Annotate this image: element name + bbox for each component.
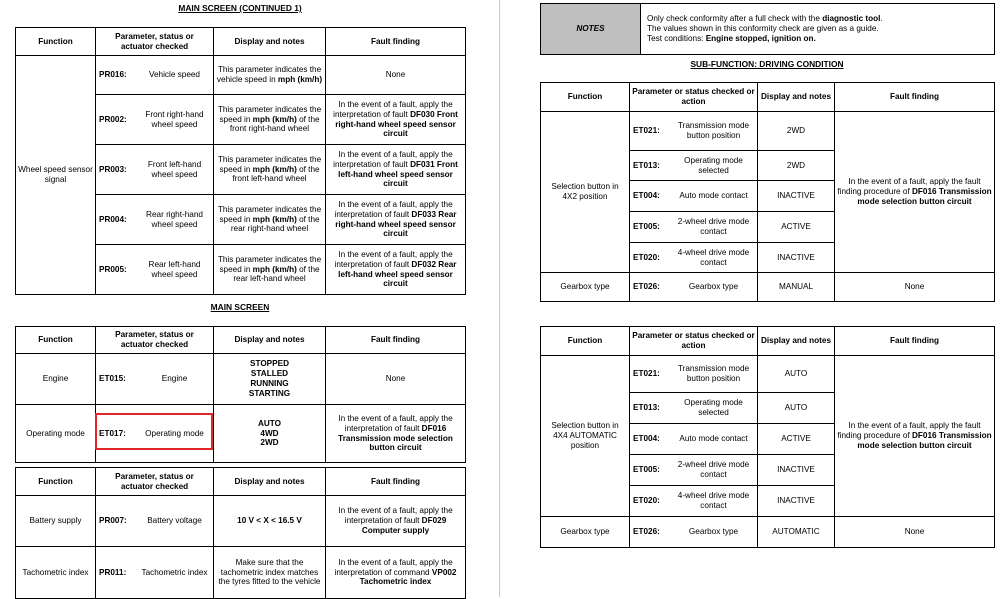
fault-finding: In the event of a fault, apply the interpretation of fault DF016 Transmission mode selection button circuit	[326, 405, 466, 463]
status-value: INACTIVE	[758, 455, 835, 486]
header-display: Display and notes	[758, 83, 835, 112]
param-code: ET004:	[633, 191, 660, 201]
param-name: 4-wheel drive mode contact	[677, 247, 750, 267]
notes-box	[540, 3, 995, 55]
table-row	[541, 273, 995, 302]
param-name: Gearbox type	[688, 527, 739, 537]
header-parameter: Parameter, status or actuator checked	[96, 468, 214, 496]
param-code: PR007:	[99, 516, 127, 526]
param-name: Front left-hand wheel speed	[147, 159, 202, 179]
subfunction-title: SUB-FUNCTION: DRIVING CONDITION	[690, 59, 844, 69]
param-code: PR003:	[99, 164, 127, 174]
battery-function: Battery supply	[16, 496, 96, 547]
param-code: ET026:	[633, 527, 660, 537]
fault-finding: In the event of a fault, apply the fault finding procedure of DF016 Transmission mode selection button circuit	[835, 112, 995, 273]
param-code: PR004:	[99, 214, 127, 224]
status-value: INACTIVE	[758, 486, 835, 517]
param-code: ET005:	[633, 465, 660, 475]
param-name: Operating mode	[145, 428, 204, 438]
param-code: ET013:	[633, 160, 660, 170]
notes-label: NOTES	[541, 4, 641, 55]
operating-mode-highlight-box	[95, 413, 213, 450]
fault-finding: In the event of a fault, apply the interpretation of fault DF032 Rear left-hand wheel speed sensor circuit	[326, 245, 466, 295]
display-note: This parameter indicates the speed in mph (km/h) of the rear left-hand wheel	[214, 245, 326, 295]
table-row	[541, 517, 995, 548]
status-value: INACTIVE	[758, 181, 835, 212]
param-code: ET020:	[633, 252, 660, 262]
wheel-speed-function: Wheel speed sensor signal	[16, 56, 96, 295]
fault-finding: None	[835, 273, 995, 302]
fault-finding: In the event of a fault, apply the fault finding procedure of DF016 Transmission mode selection button circuit	[835, 356, 995, 517]
display-note: This parameter indicates the speed in mph (km/h) of the rear right-hand wheel	[214, 195, 326, 245]
notes-text: Only check conformity after a full check with the diagnostic tool. The values shown in this conformity check are given as a guide. Test conditions: Engine stopped, ignition on.	[641, 4, 995, 55]
engine-mode-table	[15, 326, 466, 463]
param-code: ET026:	[633, 282, 660, 292]
header-display: Display and notes	[214, 327, 326, 354]
header-display: Display and notes	[214, 28, 326, 56]
param-name: Rear right-hand wheel speed	[146, 209, 203, 229]
header-display: Display and notes	[214, 468, 326, 496]
display-note: This parameter indicates the speed in mph (km/h) of the front left-hand wheel	[214, 145, 326, 195]
param-name: Operating mode selected	[684, 155, 743, 175]
table-row	[16, 405, 466, 463]
fault-finding: None	[835, 517, 995, 548]
param-code: ET004:	[633, 434, 660, 444]
page-divider	[499, 0, 500, 597]
param-code: ET013:	[633, 403, 660, 413]
function-4x4: Selection button in 4X4 AUTOMATIC position	[541, 356, 630, 517]
fault-finding: In the event of a fault, apply the interpretation of fault DF031 Front left-hand wheel speed sensor circuit	[326, 145, 466, 195]
operating-mode-states: AUTO 4WD 2WD	[214, 405, 326, 463]
selection-4x2-table	[540, 82, 995, 302]
param-name: Transmission mode button position	[677, 121, 750, 140]
wheel-speed-table	[15, 27, 466, 295]
battery-tacho-table	[15, 467, 466, 599]
main-screen-title: MAIN SCREEN	[210, 302, 270, 312]
table-row	[16, 354, 466, 405]
param-name: Auto mode contact	[679, 191, 748, 201]
table-row	[16, 496, 466, 547]
param-name: Rear left-hand wheel speed	[148, 259, 201, 279]
gearbox-function: Gearbox type	[541, 517, 630, 548]
main-screen-continued-title: MAIN SCREEN (CONTINUED 1)	[178, 3, 302, 13]
param-name: Operating mode selected	[684, 398, 743, 417]
param-name: 4-wheel drive mode contact	[677, 491, 750, 510]
fault-finding: In the event of a fault, apply the interpretation of fault DF030 Front right-hand wheel speed sensor circuit	[326, 95, 466, 145]
status-value: AUTOMATIC	[758, 517, 835, 548]
status-value: 2WD	[758, 112, 835, 151]
fault-finding: In the event of a fault, apply the interpretation of fault DF029 Computer supply	[326, 496, 466, 547]
battery-display: 10 V < X < 16.5 V	[214, 496, 326, 547]
header-display: Display and notes	[758, 327, 835, 356]
fault-finding: In the event of a fault, apply the interpretation of fault DF033 Rear right-hand wheel speed sensor circuit	[326, 195, 466, 245]
gearbox-function: Gearbox type	[541, 273, 630, 302]
param-name: Engine	[161, 374, 188, 384]
param-code: PR002:	[99, 114, 127, 124]
header-parameter: Parameter, status or actuator checked	[96, 28, 214, 56]
param-name: Gearbox type	[688, 282, 739, 292]
table-row	[16, 547, 466, 599]
param-code: ET015:	[99, 374, 126, 384]
header-function: Function	[16, 28, 96, 56]
param-name: Battery voltage	[147, 516, 202, 526]
status-value: AUTO	[758, 356, 835, 393]
param-name: 2-wheel drive mode contact	[677, 217, 750, 236]
param-name: Tachometric index	[141, 567, 208, 577]
status-value: INACTIVE	[758, 243, 835, 273]
header-parameter: Parameter or status checked or action	[630, 83, 758, 112]
param-code: PR016:	[99, 70, 127, 80]
param-code: ET017:	[99, 428, 126, 438]
status-value: ACTIVE	[758, 212, 835, 243]
selection-4x4-table	[540, 326, 995, 548]
header-fault: Fault finding	[326, 327, 466, 354]
header-function: Function	[16, 468, 96, 496]
header-parameter: Parameter or status checked or action	[630, 327, 758, 356]
param-name: Front right-hand wheel speed	[145, 109, 204, 129]
header-function: Function	[541, 327, 630, 356]
param-name: Auto mode contact	[679, 434, 748, 444]
fault-finding: None	[326, 56, 466, 95]
table-row	[541, 356, 995, 393]
tachometric-display: Make sure that the tachometric index matches the tyres fitted to the vehicle	[214, 547, 326, 599]
header-fault: Fault finding	[326, 468, 466, 496]
display-note: This parameter indicates the speed in mph (km/h) of the front right-hand wheel	[214, 95, 326, 145]
status-value: AUTO	[758, 393, 835, 424]
param-code: PR005:	[99, 264, 127, 274]
status-value: 2WD	[758, 151, 835, 181]
status-value: MANUAL	[758, 273, 835, 302]
param-code: PR011:	[99, 567, 127, 577]
header-function: Function	[16, 327, 96, 354]
param-code: ET020:	[633, 496, 660, 506]
param-code: ET021:	[633, 369, 660, 379]
param-name: Vehicle speed	[149, 70, 200, 80]
engine-function: Engine	[16, 354, 96, 405]
engine-states: STOPPED STALLED RUNNING STARTING	[214, 354, 326, 405]
status-value: ACTIVE	[758, 424, 835, 455]
operating-mode-function: Operating mode	[16, 405, 96, 463]
function-4x2: Selection button in 4X2 position	[541, 112, 630, 273]
header-parameter: Parameter, status or actuator checked	[96, 327, 214, 354]
fault-finding: In the event of a fault, apply the interpretation of command VP002 Tachometric index	[326, 547, 466, 599]
header-fault: Fault finding	[835, 83, 995, 112]
display-note: This parameter indicates the vehicle speed in mph (km/h)	[214, 56, 326, 95]
param-code: ET021:	[633, 126, 660, 136]
param-name: 2-wheel drive mode contact	[677, 460, 750, 479]
tachometric-function: Tachometric index	[16, 547, 96, 599]
header-fault: Fault finding	[835, 327, 995, 356]
param-code: ET005:	[633, 222, 660, 232]
table-row	[541, 112, 995, 151]
table-row	[16, 56, 466, 95]
header-function: Function	[541, 83, 630, 112]
fault-finding: None	[326, 354, 466, 405]
header-fault: Fault finding	[326, 28, 466, 56]
param-name: Transmission mode button position	[677, 364, 750, 383]
